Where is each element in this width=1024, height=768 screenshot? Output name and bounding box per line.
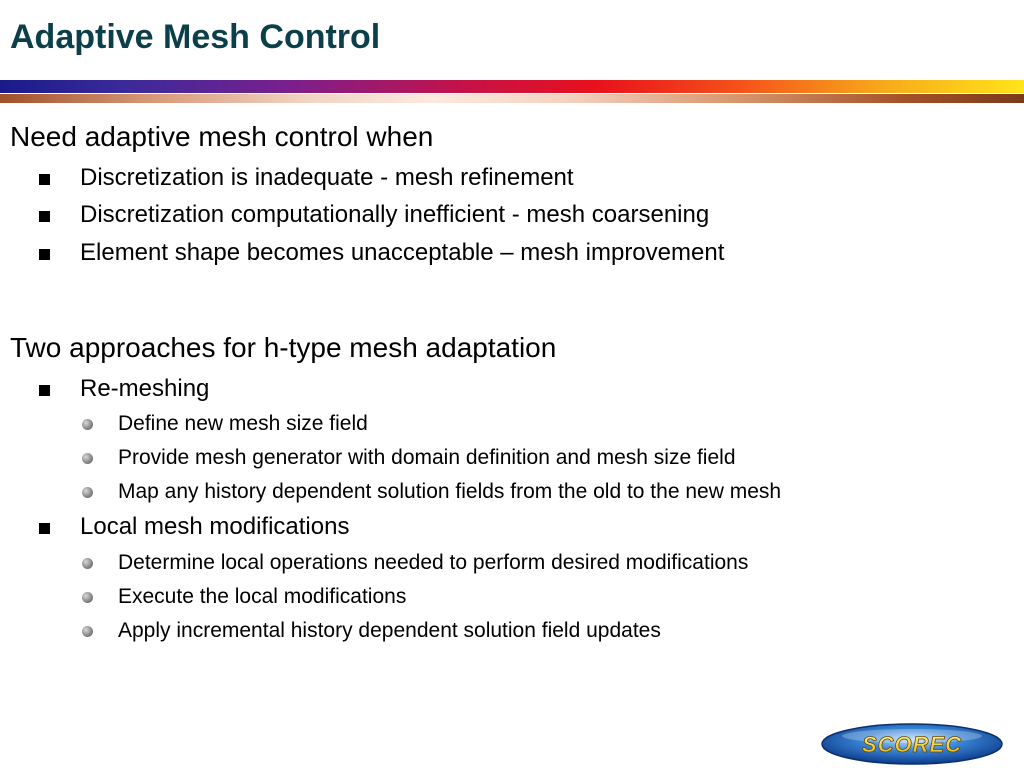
local-mods-item: Execute the local modifications (118, 585, 407, 608)
square-bullet-icon (39, 385, 50, 396)
section1-heading: Need adaptive mesh control when (10, 121, 434, 152)
round-bullet-icon (82, 626, 93, 637)
square-bullet-icon (39, 211, 50, 222)
remeshing-item: Map any history dependent solution fields from the old to the new mesh (118, 480, 782, 503)
round-bullet-icon (82, 453, 93, 464)
header-color-bar (0, 80, 1024, 93)
logo-text: SCOREC (861, 732, 963, 757)
round-bullet-icon (82, 592, 93, 603)
section1-item: Discretization is inadequate - mesh refinement (80, 164, 574, 191)
section2-heading: Two approaches for h-type mesh adaptation (10, 332, 557, 363)
scorec-logo (820, 722, 1004, 766)
square-bullet-icon (39, 249, 50, 260)
group-label-local-mods: Local mesh modifications (80, 513, 350, 540)
round-bullet-icon (82, 419, 93, 430)
remeshing-item: Define new mesh size field (118, 412, 368, 435)
header-accent-bar (0, 94, 1024, 103)
round-bullet-icon (82, 558, 93, 569)
group-label-remeshing: Re-meshing (80, 375, 210, 402)
square-bullet-icon (39, 523, 50, 534)
section1-item: Discretization computationally inefficient - mesh coarsening (80, 201, 710, 228)
round-bullet-icon (82, 487, 93, 498)
square-bullet-icon (39, 174, 50, 185)
local-mods-item: Determine local operations needed to perform desired modifications (118, 551, 749, 574)
slide-title: Adaptive Mesh Control (10, 18, 381, 56)
local-mods-item: Apply incremental history dependent solution field updates (118, 619, 661, 642)
remeshing-item: Provide mesh generator with domain definition and mesh size field (118, 446, 736, 469)
section1-item: Element shape becomes unacceptable – mesh improvement (80, 239, 725, 266)
